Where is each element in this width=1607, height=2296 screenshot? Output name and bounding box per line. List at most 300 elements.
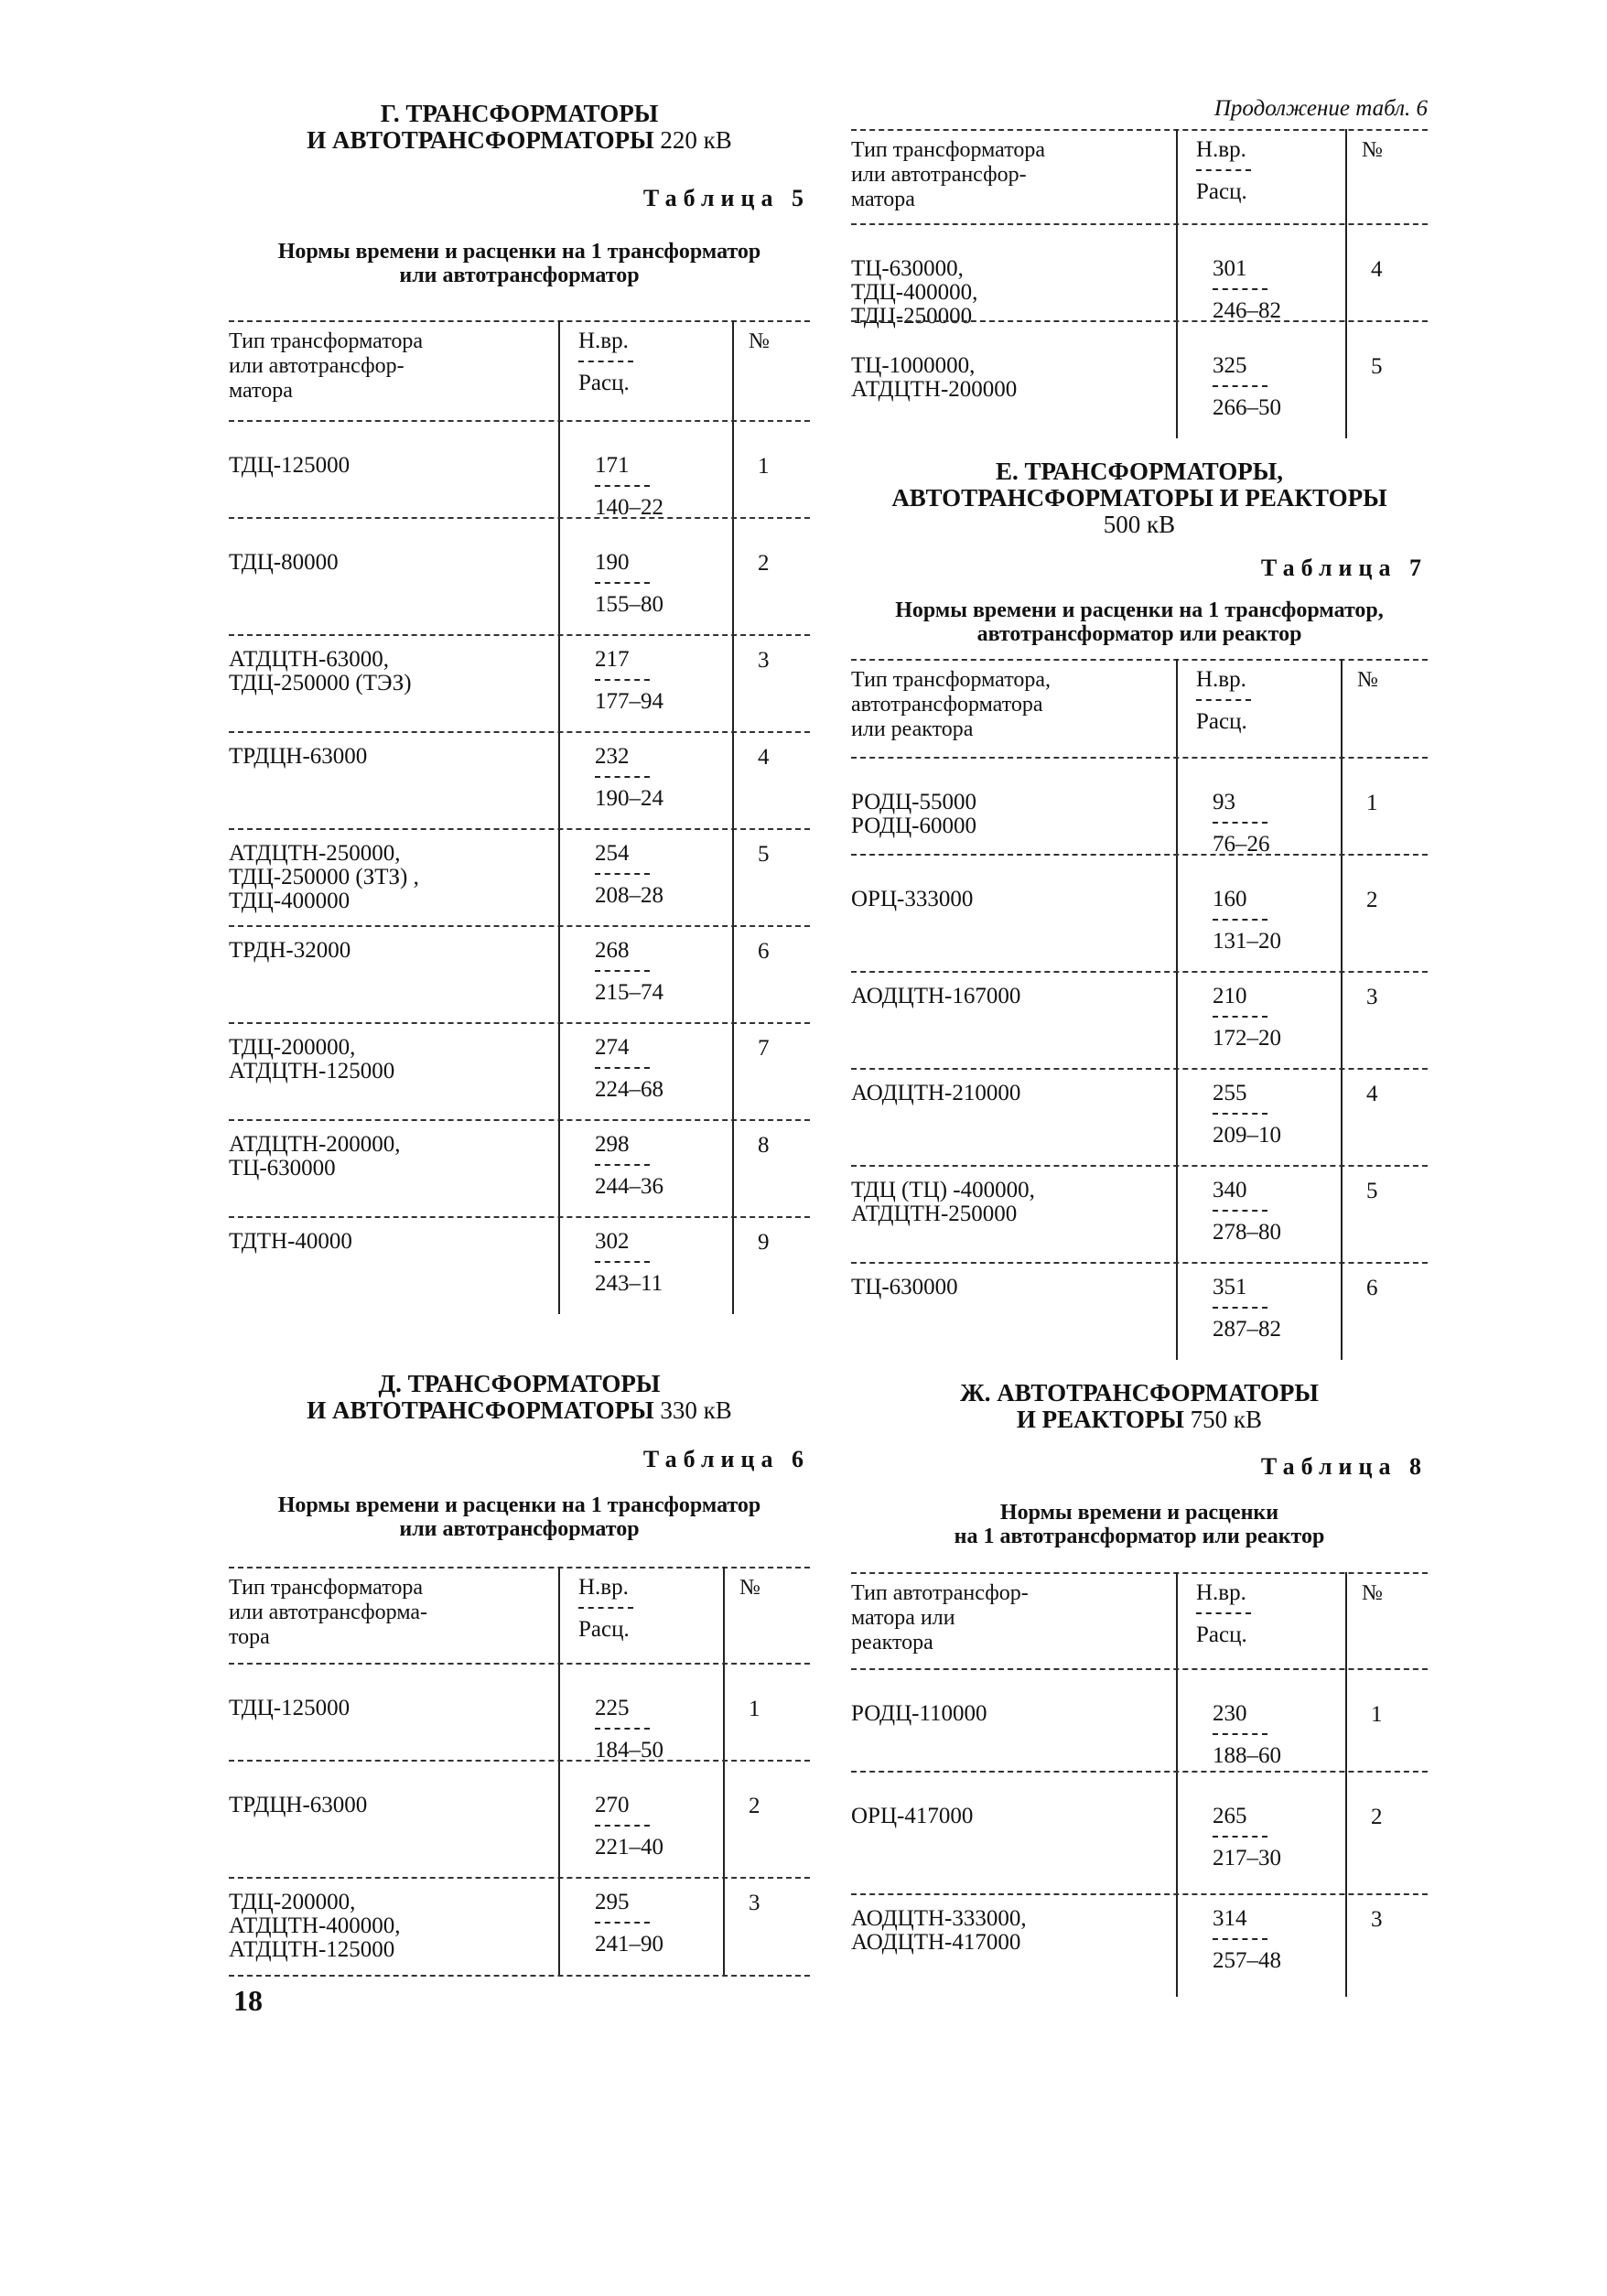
row-fraction — [1213, 1805, 1281, 1870]
row-number-cell: 1 — [1371, 1702, 1383, 1727]
row-number-cell: 5 — [758, 842, 770, 867]
column-rule-1 — [1176, 1069, 1178, 1166]
header-type-line-3: или реактора — [851, 717, 974, 741]
header-type-cell — [851, 1572, 1176, 1669]
row-type-line: АОДЦТН-210000 — [851, 1081, 1021, 1105]
header-norm: Н.вр. — [578, 329, 629, 353]
table5-caption-line1: Нормы времени и расценки на 1 трансформатор — [277, 240, 761, 264]
column-rule-2 — [1345, 1572, 1347, 1669]
table-row — [851, 875, 1428, 972]
row-type-line: ТЦ-1000000, — [851, 353, 976, 378]
table-bottom-rule — [229, 1975, 810, 1977]
row-type-line: АОДЦТН-167000 — [851, 984, 1021, 1008]
header-fraction — [1196, 668, 1251, 734]
row-rate: 246–82 — [1213, 298, 1281, 323]
row-norm: 302 — [595, 1229, 630, 1254]
table-row — [851, 758, 1428, 875]
row-norm: 217 — [595, 647, 630, 672]
table7-caption-line2: автотрансформатор или реактор — [976, 622, 1302, 646]
row-number-cell: 1 — [758, 454, 770, 479]
row-type-line: АТДЦТН-63000, — [229, 647, 390, 672]
row-number-cell: 5 — [1366, 1179, 1378, 1203]
row-type-line: АОДЦТН-417000 — [851, 1930, 1021, 1955]
table6 — [229, 1567, 810, 1977]
row-value-cell — [1176, 972, 1341, 1069]
column-rule-2 — [732, 538, 734, 635]
left-column — [229, 101, 810, 1977]
row-type-line: АТДЦТН-200000, — [229, 1132, 401, 1157]
row-type-line: ТДЦ-80000 — [229, 550, 339, 575]
header-norm-cell — [1176, 1572, 1345, 1669]
row-rate: 257–48 — [1213, 1948, 1281, 1973]
column-rule-1 — [558, 538, 560, 635]
row-type-cell — [851, 341, 1176, 438]
row-type-cell — [229, 1664, 558, 1781]
header-number-cell: № — [1357, 668, 1378, 692]
table5 — [229, 320, 810, 1314]
column-rule-2 — [723, 1878, 725, 1975]
table7-caption — [851, 598, 1428, 646]
row-rate: 215–74 — [595, 980, 663, 1005]
column-rule-1 — [558, 1567, 560, 1664]
column-rule-2 — [732, 926, 734, 1023]
fraction-bar — [595, 679, 650, 681]
column-rule-1 — [1176, 129, 1178, 224]
header-norm: Н.вр. — [1196, 137, 1246, 162]
row-norm: 210 — [1213, 984, 1247, 1008]
header-norm-cell — [558, 320, 732, 421]
header-type-line-1: Тип автотрансфор- — [851, 1581, 1029, 1605]
header-number-cell: № — [749, 329, 770, 353]
fraction-bar — [1213, 1016, 1267, 1018]
row-norm: 295 — [595, 1890, 630, 1914]
fraction-bar — [595, 970, 650, 972]
row-number-cell: 3 — [1366, 985, 1378, 1009]
row-type-cell — [229, 421, 558, 538]
section-d-title-line2: И АВТОТРАНСФОРМАТОРЫ — [307, 1396, 654, 1424]
fraction-bar — [578, 361, 633, 362]
row-fraction — [595, 842, 663, 908]
table8-caption — [851, 1501, 1428, 1548]
row-type-cell — [851, 1669, 1176, 1792]
row-norm: 270 — [595, 1793, 630, 1817]
fraction-bar — [595, 873, 650, 875]
row-value-cell — [558, 732, 732, 829]
row-fraction — [595, 1133, 663, 1199]
table-row — [229, 635, 810, 732]
header-type-cell — [229, 1567, 558, 1664]
row-fraction — [1213, 1082, 1281, 1148]
row-type-line: ОРЦ-333000 — [851, 887, 974, 911]
section-g — [229, 101, 810, 1314]
row-fraction — [1213, 1702, 1281, 1768]
row-fraction — [595, 454, 663, 520]
row-value-cell — [558, 1878, 723, 1975]
column-rule-1 — [1176, 659, 1178, 758]
column-rule-2 — [732, 320, 734, 421]
row-bottom-rule — [851, 854, 1428, 856]
fraction-bar — [1213, 1836, 1267, 1838]
row-number-cell: 9 — [758, 1230, 770, 1255]
row-fraction — [1213, 257, 1281, 323]
row-type-line: ТДТН-40000 — [229, 1229, 352, 1254]
header-type-line-2: или автотрансфор- — [851, 163, 1027, 187]
row-norm: 268 — [595, 938, 630, 963]
table-row — [851, 1166, 1428, 1263]
row-norm: 225 — [595, 1696, 630, 1720]
row-norm: 255 — [1213, 1081, 1247, 1105]
header-type-line-2: или автотрансформа- — [229, 1601, 427, 1624]
table-row — [229, 1120, 810, 1217]
column-rule-1 — [558, 1023, 560, 1120]
row-norm: 93 — [1213, 790, 1235, 814]
column-rule-2 — [1341, 758, 1343, 875]
row-number-cell: 3 — [1371, 1907, 1383, 1932]
row-rate: 243–11 — [595, 1271, 663, 1296]
table5-caption-line2: или автотрансформатор — [399, 264, 640, 287]
table-row — [229, 732, 810, 829]
row-type-line: РОДЦ-110000 — [851, 1701, 987, 1726]
column-rule-1 — [1176, 341, 1178, 438]
header-type-cell — [851, 659, 1176, 758]
column-rule-1 — [558, 732, 560, 829]
row-type-line: АТДЦТН-125000 — [229, 1059, 395, 1083]
row-value-cell — [1176, 1166, 1341, 1263]
row-bottom-rule — [851, 320, 1428, 322]
column-rule-2 — [1341, 659, 1343, 758]
row-type-line: ТЦ-630000 — [229, 1156, 336, 1180]
header-number-cell: № — [1362, 138, 1383, 162]
section-e-title — [851, 458, 1428, 538]
column-rule-2 — [1341, 972, 1343, 1069]
column-rule-1 — [1176, 1792, 1178, 1894]
row-type-cell — [851, 758, 1176, 875]
row-type-line: ТДЦ-250000 (ЗТЗ) , — [229, 865, 419, 889]
section-g-voltage: 220 кВ — [660, 126, 732, 154]
row-type-line: ТДЦ-400000 — [229, 889, 351, 913]
column-rule-2 — [732, 829, 734, 926]
fraction-bar — [1213, 919, 1267, 921]
section-g-title-line1: Г. ТРАНСФОРМАТОРЫ — [380, 100, 659, 127]
row-norm: 274 — [595, 1035, 630, 1060]
row-number-cell: 7 — [758, 1036, 770, 1061]
section-zh-title — [851, 1380, 1428, 1433]
row-number-cell: 4 — [1371, 257, 1383, 282]
row-type-line: ТДЦ-125000 — [229, 1696, 351, 1720]
row-norm: 298 — [595, 1132, 630, 1157]
table8 — [851, 1572, 1428, 1997]
table7-label: Таблица 7 — [1260, 555, 1428, 581]
row-type-cell — [851, 1069, 1176, 1166]
table-row — [229, 538, 810, 635]
table7 — [851, 659, 1428, 1360]
row-value-cell — [1176, 1894, 1345, 1997]
section-d — [229, 1371, 810, 1977]
row-type-line: ТДЦ (ТЦ) -400000, — [851, 1178, 1035, 1202]
fraction-bar — [595, 582, 650, 584]
row-norm: 340 — [1213, 1178, 1247, 1202]
row-rate: 155–80 — [595, 592, 663, 617]
row-fraction — [595, 939, 663, 1005]
header-rate: Расц. — [1196, 1622, 1247, 1647]
row-value-cell — [558, 1664, 723, 1781]
column-rule-2 — [1345, 129, 1347, 224]
row-rate: 209–10 — [1213, 1123, 1281, 1148]
row-rate: 140–22 — [595, 495, 663, 520]
header-rate: Расц. — [1196, 179, 1247, 204]
row-type-cell — [229, 635, 558, 732]
fraction-bar — [1196, 169, 1251, 171]
table-row — [229, 1664, 810, 1781]
row-type-line: ТДЦ-250000 (ТЭЗ) — [229, 671, 412, 695]
header-norm-cell — [558, 1567, 723, 1664]
section-d-title-line1: Д. ТРАНСФОРМАТОРЫ — [378, 1370, 661, 1397]
row-fraction — [1213, 888, 1281, 954]
row-rate: 244–36 — [595, 1174, 663, 1199]
column-rule-1 — [558, 320, 560, 421]
fraction-bar — [1213, 288, 1267, 290]
row-fraction — [1213, 1907, 1281, 1973]
row-norm: 230 — [1213, 1701, 1247, 1726]
row-type-cell — [851, 1894, 1176, 1997]
row-norm: 351 — [1213, 1275, 1247, 1299]
row-fraction — [595, 1794, 663, 1859]
row-number-cell: 6 — [758, 939, 770, 964]
row-type-line: ОРЦ-417000 — [851, 1804, 974, 1828]
row-rate: 172–20 — [1213, 1026, 1281, 1051]
table8-caption-line1: Нормы времени и расценки — [999, 1501, 1279, 1525]
row-rate: 217–30 — [1213, 1846, 1281, 1870]
fraction-bar — [595, 776, 650, 778]
column-rule-1 — [1176, 1572, 1178, 1669]
row-rate: 287–82 — [1213, 1317, 1281, 1342]
row-value-cell — [558, 635, 732, 732]
fraction-bar — [595, 1261, 650, 1263]
column-rule-2 — [1341, 1069, 1343, 1166]
section-d-voltage: 330 кВ — [660, 1396, 732, 1424]
table-row — [851, 341, 1428, 438]
column-rule-2 — [723, 1781, 725, 1878]
table-row — [229, 829, 810, 926]
row-value-cell — [1176, 758, 1341, 875]
row-number-cell: 5 — [1371, 354, 1383, 379]
row-rate: 188–60 — [1213, 1743, 1281, 1768]
row-value-cell — [558, 829, 732, 926]
column-rule-2 — [732, 1023, 734, 1120]
row-number-cell: 6 — [1366, 1276, 1378, 1300]
column-rule-1 — [558, 1781, 560, 1878]
header-fraction — [1196, 138, 1251, 204]
row-type-line: ТДЦ-400000, — [851, 280, 978, 305]
row-value-cell — [1176, 1669, 1345, 1792]
row-value-cell — [558, 421, 732, 538]
row-type-cell — [229, 1120, 558, 1217]
row-type-line: АТДЦТН-200000 — [851, 377, 1018, 402]
row-number-cell: 3 — [749, 1891, 760, 1915]
header-type-line-1: Тип трансформатора — [229, 1576, 424, 1600]
table-header — [229, 1567, 810, 1664]
row-type-cell — [229, 538, 558, 635]
column-rule-2 — [732, 1217, 734, 1314]
row-norm: 254 — [595, 841, 630, 866]
row-type-cell — [229, 1023, 558, 1120]
column-rule-2 — [1345, 341, 1347, 438]
column-rule-1 — [1176, 1166, 1178, 1263]
row-value-cell — [1176, 1069, 1341, 1166]
section-zh — [851, 1380, 1428, 1997]
column-rule-2 — [1341, 1166, 1343, 1263]
row-type-cell — [229, 1217, 558, 1314]
column-rule-1 — [558, 829, 560, 926]
column-rule-1 — [1176, 1669, 1178, 1792]
row-type-cell — [229, 926, 558, 1023]
header-type-line-1: Тип трансформатора, — [851, 668, 1052, 692]
row-type-line: ТЦ-630000 — [851, 1275, 958, 1299]
row-number-cell: 2 — [749, 1794, 760, 1818]
column-rule-1 — [558, 421, 560, 538]
row-type-cell — [229, 1878, 558, 1975]
header-type-line-1: Тип трансформатора — [229, 329, 424, 353]
column-rule-2 — [1345, 1792, 1347, 1894]
table-header — [851, 1572, 1428, 1669]
row-norm: 314 — [1213, 1906, 1247, 1931]
header-norm-cell — [1176, 129, 1345, 224]
fraction-bar — [595, 1728, 650, 1730]
row-value-cell — [558, 1023, 732, 1120]
header-fraction — [578, 329, 633, 395]
row-value-cell — [558, 1120, 732, 1217]
row-rate: 131–20 — [1213, 929, 1281, 954]
fraction-bar — [1213, 385, 1267, 387]
row-bottom-rule — [229, 517, 810, 519]
table-row — [851, 972, 1428, 1069]
row-value-cell — [558, 926, 732, 1023]
row-type-cell — [851, 875, 1176, 972]
row-value-cell — [1176, 341, 1345, 438]
row-type-cell — [851, 1263, 1176, 1360]
table-row — [229, 1878, 810, 1975]
header-rate: Расц. — [578, 371, 630, 395]
header-type-line-2: матора или — [851, 1606, 955, 1630]
section-zh-title-line1: Ж. АВТОТРАНСФОРМАТОРЫ — [960, 1379, 1319, 1407]
header-type-line-3: матора — [229, 379, 293, 403]
header-type-line-2: автотрансформатора — [851, 693, 1043, 717]
section-e-voltage: 500 кВ — [1103, 511, 1176, 538]
table-header — [229, 320, 810, 421]
row-value-cell — [558, 1217, 732, 1314]
fraction-bar — [1196, 699, 1251, 701]
row-bottom-rule — [851, 1771, 1428, 1773]
row-type-line: ТРДЦН-63000 — [229, 744, 368, 769]
row-value-cell — [1176, 1263, 1341, 1360]
row-norm: 325 — [1213, 353, 1247, 378]
row-fraction — [595, 1230, 663, 1296]
header-type-cell — [851, 129, 1176, 224]
row-rate: 76–26 — [1213, 832, 1270, 857]
column-rule-1 — [558, 1664, 560, 1781]
column-rule-2 — [723, 1664, 725, 1781]
header-fraction — [578, 1576, 633, 1642]
header-type-line-3: тора — [229, 1625, 270, 1649]
table-row — [851, 1894, 1428, 1997]
fraction-bar — [1213, 1210, 1267, 1212]
row-type-line: РОДЦ-60000 — [851, 814, 976, 838]
row-norm: 232 — [595, 744, 630, 769]
header-norm: Н.вр. — [1196, 1580, 1246, 1605]
row-type-line: ТЦ-630000, — [851, 256, 964, 281]
table5-caption — [229, 240, 810, 287]
column-rule-1 — [1176, 1894, 1178, 1997]
row-value-cell — [558, 538, 732, 635]
fraction-bar — [595, 1825, 650, 1827]
row-rate: 278–80 — [1213, 1220, 1281, 1245]
row-number-cell: 3 — [758, 648, 770, 673]
table-row — [851, 1792, 1428, 1894]
row-norm: 301 — [1213, 256, 1247, 281]
row-fraction — [1213, 1276, 1281, 1342]
row-number-cell: 2 — [1366, 888, 1378, 912]
row-fraction — [1213, 985, 1281, 1051]
row-value-cell — [558, 1781, 723, 1878]
table-row — [229, 1023, 810, 1120]
fraction-bar — [1213, 1733, 1267, 1735]
column-rule-1 — [1176, 1263, 1178, 1360]
row-fraction — [595, 1036, 663, 1102]
table7-caption-line1: Нормы времени и расценки на 1 трансформатор, — [895, 598, 1384, 622]
header-type-cell — [229, 320, 558, 421]
row-number-cell: 1 — [1366, 791, 1378, 815]
fraction-bar — [1213, 1307, 1267, 1309]
header-norm-cell — [1176, 659, 1341, 758]
row-number-cell: 8 — [758, 1133, 770, 1158]
section-g-title-line2: И АВТОТРАНСФОРМАТОРЫ — [307, 126, 654, 154]
row-type-cell — [229, 732, 558, 829]
row-rate: 221–40 — [595, 1835, 663, 1859]
row-type-line: ТДЦ-125000 — [229, 453, 351, 478]
section-zh-title-line2: И РЕАКТОРЫ — [1016, 1406, 1184, 1433]
fraction-bar — [1213, 1938, 1267, 1940]
column-rule-2 — [1345, 224, 1347, 341]
row-rate: 190–24 — [595, 786, 663, 811]
row-number-cell: 4 — [1366, 1082, 1378, 1106]
row-type-line: АОДЦТН-333000, — [851, 1906, 1027, 1931]
row-type-line: АТДЦТН-250000 — [851, 1202, 1018, 1226]
row-number-cell: 1 — [749, 1697, 760, 1721]
row-rate: 224–68 — [595, 1077, 663, 1102]
row-fraction — [595, 745, 663, 811]
row-type-line: ТДЦ-200000, — [229, 1890, 356, 1914]
header-rate: Расц. — [578, 1617, 630, 1642]
table-row — [229, 926, 810, 1023]
row-norm: 160 — [1213, 887, 1247, 911]
header-fraction — [1196, 1581, 1251, 1647]
table-row — [229, 421, 810, 538]
fraction-bar — [595, 485, 650, 487]
row-rate: 184–50 — [595, 1738, 663, 1762]
row-norm: 265 — [1213, 1804, 1247, 1828]
fraction-bar — [1213, 822, 1267, 824]
table-row — [851, 1263, 1428, 1360]
column-rule-1 — [558, 1878, 560, 1975]
row-type-line: АТДЦТН-125000 — [229, 1937, 395, 1962]
table-header — [851, 129, 1428, 224]
column-rule-2 — [723, 1567, 725, 1664]
row-number-cell: 2 — [1371, 1805, 1383, 1829]
row-type-cell — [851, 1792, 1176, 1894]
column-rule-2 — [1345, 1669, 1347, 1792]
table6-continued — [851, 129, 1428, 438]
header-norm: Н.вр. — [1196, 667, 1246, 692]
